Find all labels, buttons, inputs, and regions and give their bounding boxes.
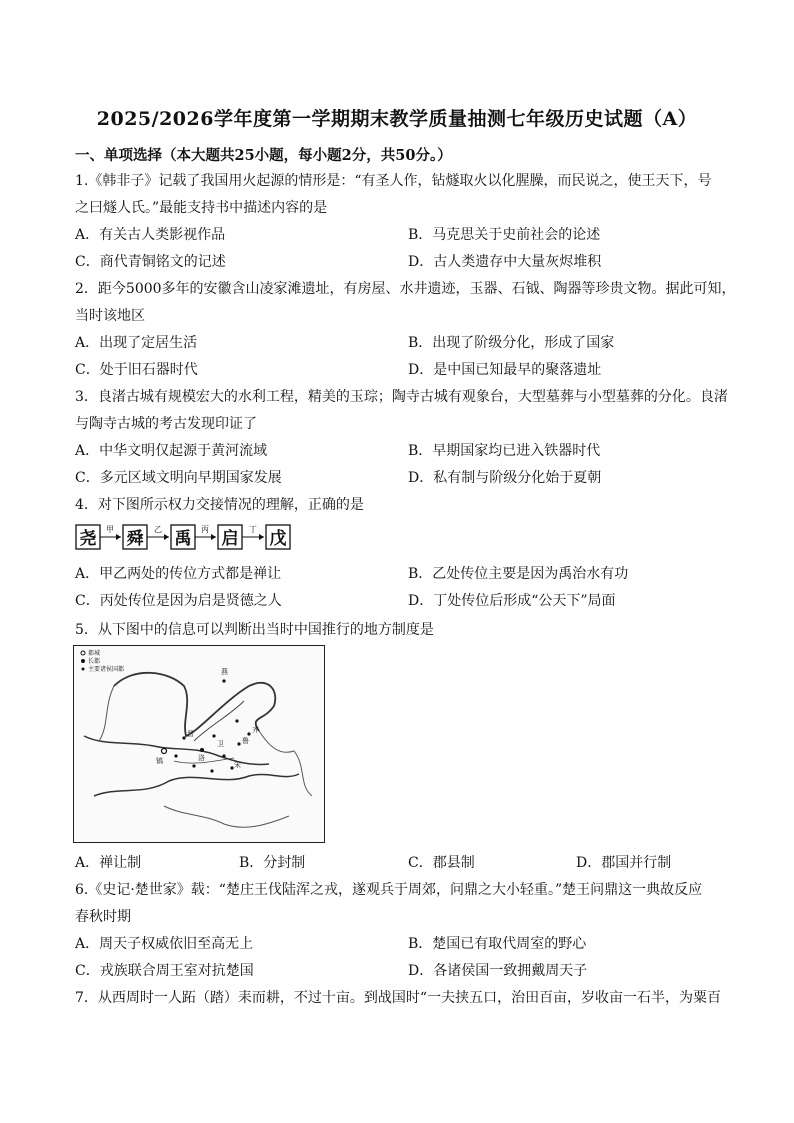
- q1-stem-line1: 1.《韩非子》记载了我国用火起源的情形是：“有圣人作，钻燧取火以化腥臊，而民说之，使王天下，号: [75, 173, 712, 189]
- q4-stem: 4．对下图所示权力交接情况的理解，正确的是: [75, 497, 364, 513]
- q3-option-b: B．早期国家均已进入铁器时代: [408, 443, 601, 459]
- chain-name-2: 舜: [126, 529, 144, 549]
- q2-option-c: C．处于旧石器时代: [75, 362, 198, 378]
- q3-option-c: C．多元区域文明向早期国家发展: [75, 470, 282, 486]
- map-label-wei: 卫: [217, 740, 224, 748]
- chain-name-4: 启: [221, 529, 239, 549]
- q6-option-c: C．戎族联合周王室对抗楚国: [75, 963, 254, 979]
- q4-option-b: B．乙处传位主要是因为禹治水有功: [408, 566, 629, 582]
- q3-stem-line2: 与陶寺古城的考古发现印证了: [75, 416, 257, 432]
- succession-diagram: [75, 522, 295, 552]
- map-label-qi: 齐: [252, 726, 259, 734]
- q3-option-d: D．私有制与阶级分化始于夏朝: [408, 470, 602, 486]
- q5-option-d: D．郡国并行制: [576, 855, 672, 871]
- arrow-label-4: 丁: [249, 525, 257, 534]
- map-label-luo: 洛: [198, 754, 205, 762]
- q1-stem-line2: 之曰燧人氏。”最能支持书中描述内容的是: [75, 200, 328, 216]
- legend-capital: 都城: [88, 650, 101, 657]
- legend-vassal: 主要诸侯国都: [88, 666, 125, 673]
- map-label-lu: 鲁: [242, 737, 249, 745]
- q2-option-a: A．出现了定居生活: [75, 335, 198, 351]
- q5-stem: 5．从下图中的信息可以判断出当时中国推行的地方制度是: [75, 622, 434, 638]
- q5-option-c: C．郡县制: [408, 855, 475, 871]
- western-zhou-map: [73, 645, 325, 843]
- q1-option-b: B．马克思关于史前社会的论述: [408, 227, 601, 243]
- q4-option-d: D．丁处传位后形成“公天下”局面: [408, 593, 616, 609]
- q1-option-c: C．商代青铜铭文的记述: [75, 254, 226, 270]
- q3-option-a: A．中华文明仅起源于黄河流域: [75, 443, 268, 459]
- q2-option-b: B．出现了阶级分化，形成了国家: [408, 335, 615, 351]
- chain-name-3: 禹: [174, 529, 192, 549]
- q3-stem-line1: 3．良渚古城有规模宏大的水利工程，精美的玉琮；陶寺古城有观象台，大型墓葬与小型墓葬的分化。良渚: [75, 389, 728, 405]
- q4-option-a: A．甲乙两处的传位方式都是禅让: [75, 566, 282, 582]
- q2-option-d: D．是中国已知最早的聚落遗址: [408, 362, 602, 378]
- q4-option-c: C．丙处传位是因为启是贤德之人: [75, 593, 282, 609]
- map-label-hao: 镐: [156, 757, 163, 765]
- q2-stem-line2: 当时该地区: [75, 308, 145, 324]
- map-label-jin: 晋: [187, 730, 194, 738]
- map-label-song: 宋: [234, 761, 241, 769]
- paper-title: 2025/2026学年度第一学期期末教学质量抽测七年级历史试题（A）: [96, 108, 698, 130]
- q6-option-b: B．楚国已有取代周室的野心: [408, 936, 587, 952]
- q5-option-b: B．分封制: [239, 855, 306, 871]
- q5-option-a: A．禅让制: [75, 855, 142, 871]
- arrow-label-1: 甲: [106, 525, 114, 534]
- legend-secondary: 长都: [88, 658, 101, 665]
- q1-option-a: A．有关古人类影视作品: [75, 227, 226, 243]
- arrow-label-3: 丙: [201, 525, 209, 534]
- q6-option-a: A．周天子权威依旧至高无上: [75, 936, 254, 952]
- q2-stem-line1: 2．距今5000多年的安徽含山凌家滩遗址，有房屋、水井遗迹，玉器、石钺、陶器等珍贵文物。据此可知，: [75, 281, 736, 297]
- arrow-label-2: 乙: [154, 525, 162, 534]
- chain-name-5: 戊: [269, 529, 287, 549]
- chain-name-1: 尧: [79, 529, 97, 549]
- q6-stem-line2: 春秋时期: [75, 909, 131, 925]
- q6-option-d: D．各诸侯国一致拥戴周天子: [408, 963, 588, 979]
- q1-option-d: D．古人类遗存中大量灰烬堆积: [408, 254, 602, 270]
- map-label-yan: 燕: [221, 668, 228, 676]
- section-heading: 一、单项选择（本大题共25小题，每小题2分，共50分。）: [75, 147, 452, 164]
- q7-stem-line1: 7．从西周时一人跖（踏）耒而耕，不过十亩。到战国时“一夫挟五口，治田百亩，岁收亩一石半，为粟百: [75, 990, 722, 1006]
- q6-stem-line1: 6.《史记·楚世家》载：“楚庄王伐陆浑之戎，遂观兵于周郊，问鼎之大小轻重。”楚王问鼎这一典故反应: [75, 882, 703, 898]
